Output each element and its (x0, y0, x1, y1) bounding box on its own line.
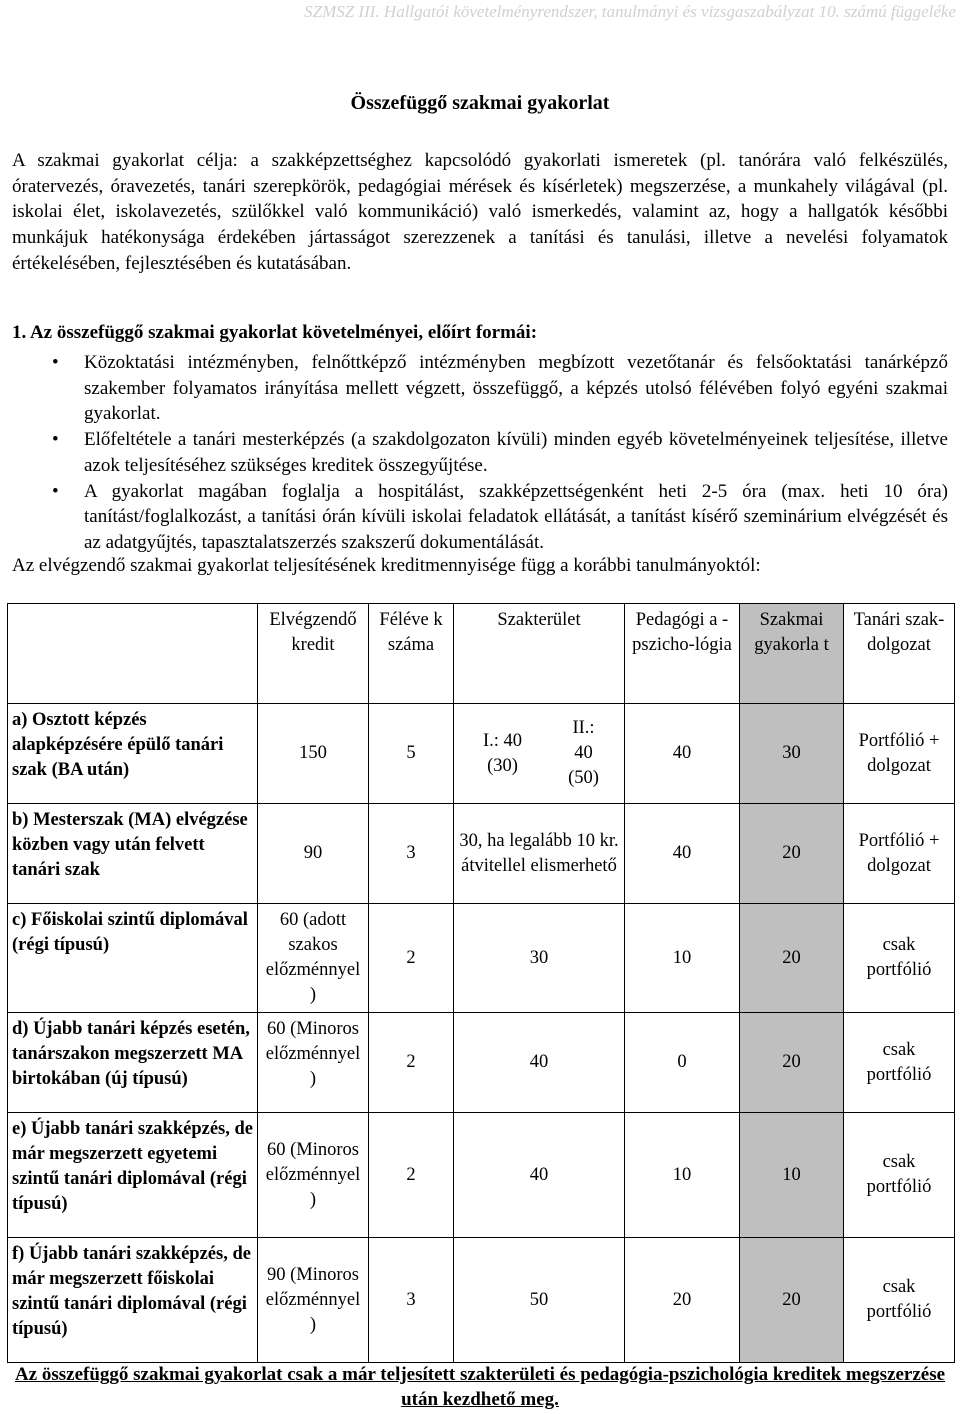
table-cell: 150 (258, 704, 369, 804)
table-cell: 10 (740, 1113, 844, 1238)
table-cell: 30 (454, 904, 625, 1013)
table-cell: csak portfólió (844, 1113, 955, 1238)
page-title: Összefüggő szakmai gyakorlat (350, 92, 610, 114)
row-label: f) Újabb tanári szakképzés, de már megszerzett főiskolai szintű tanári diplomával (régi típusú) (8, 1238, 258, 1363)
table-row (8, 704, 955, 804)
credit-table (7, 603, 955, 1363)
header-cell: Tanári szak-dolgozat (844, 604, 955, 704)
header-cell: Pedagógi a - pszicho-lógia (625, 604, 740, 704)
table-cell: 3 (369, 1238, 454, 1363)
table-cell: 10 (625, 1113, 740, 1238)
table-header-row (8, 604, 955, 704)
page-header: SZMSZ III. Hallgatói követelményrendszer, tanulmányi és vizsgaszabályzat 10. számú függeléke (304, 2, 956, 21)
list-item: • A gyakorlat magában foglalja a hospitálást, szakképzettségenként heti 2-5 óra (max. heti 10 óra) tanítást/foglalkozást, a tanítási órán kívüli iskolai feladatok ellátását, a tanítást kísérő szeminárium elvégzését és az adatgyűjtés, tapasztalatszerzés szakszerű dokumentálását. (12, 479, 948, 556)
table-cell: 20 (740, 804, 844, 904)
row-label: a) Osztott képzés alapképzésére épülő tanári szak (BA után) (8, 704, 258, 804)
table-cell-part: I.: 40 (30) (482, 730, 523, 776)
table-cell: csak portfólió (844, 904, 955, 1013)
intro-paragraph: A szakmai gyakorlat célja: a szakképzettséghez kapcsolódó gyakorlati ismeretek (pl. tanórára való felkészülés, óratervezés, óravezetés, tanári szerepkörök, pedagógiai mérések és kísérletek) megszerzése, a munkahely világával (pl. iskolai élet, iskolavezetés, szülőkkel való kommunikáció) való ismerkedés, valamint az, hogy a hallgatók későbbi munkájuk hatékonysága érdekében jártasságot szerezzenek a tanítási és tanulási, illetve a nevelési folyamatok értékelésében, fejlesztésében és kutatásában. (12, 150, 948, 274)
table-cell: Portfólió + dolgozat (844, 704, 955, 804)
header-cell: Féléve k száma (369, 604, 454, 704)
table-cell-part: II.: 40 (50) (568, 718, 599, 788)
table-cell: 90 (Minoros előzménnyel ) (258, 1238, 369, 1363)
list-item: • Előfeltétele a tanári mesterképzés (a szakdolgozaton kívüli) minden egyéb követelményeinek teljesítése, illetve azok teljesítéséhez szükséges kreditek összegyűjtése. (12, 427, 948, 478)
table-cell: 40 (454, 1113, 625, 1238)
row-label: b) Mesterszak (MA) elvégzése közben vagy után felvett tanári szak (8, 804, 258, 904)
table-cell: 60 (adott szakos előzménnyel ) (258, 904, 369, 1013)
credit-intro-text: Az elvégzendő szakmai gyakorlat teljesítésének kreditmennyisége függ a korábbi tanulmányoktól: (12, 555, 761, 576)
list-item: • Közoktatási intézményben, felnőttképző intézményben megbízott vezetőtanár és felsőoktatási tanárképző szakember folyamatos irányítása mellett végzett, összefüggő, a képzés utolsó félévében folyó egyéni szakmai gyakorlat. (12, 350, 948, 427)
table-cell: 30, ha legalább 10 kr. átvitellel elismerhető (454, 804, 625, 904)
table-row (8, 804, 955, 904)
header-cell: Elvégzendő kredit (258, 604, 369, 704)
header-cell (8, 604, 258, 704)
table-cell: 2 (369, 904, 454, 1013)
table-cell: 2 (369, 1013, 454, 1113)
table-cell: 90 (258, 804, 369, 904)
table-cell: 20 (625, 1238, 740, 1363)
table-cell: csak portfólió (844, 1238, 955, 1363)
row-label: e) Újabb tanári szakképzés, de már megszerzett egyetemi szintű tanári diplomával (régi típusú) (8, 1113, 258, 1238)
table-cell: 30 (740, 704, 844, 804)
table-cell: 40 (625, 704, 740, 804)
table-row (8, 904, 955, 1013)
table-cell: 40 (625, 804, 740, 904)
table-row (8, 1013, 955, 1113)
table-cell: 3 (369, 804, 454, 904)
header-cell: Szakmai gyakorla t (740, 604, 844, 704)
table-cell: 40 (454, 1013, 625, 1113)
table-row (8, 1238, 955, 1363)
row-label: c) Főiskolai szintű diplomával (régi típusú) (8, 904, 258, 1013)
row-label: d) Újabb tanári képzés esetén, tanárszakon megszerzett MA birtokában (új típusú) (8, 1013, 258, 1113)
header-cell: Szakterület (454, 604, 625, 704)
table-cell: 20 (740, 904, 844, 1013)
requirements-list (12, 350, 948, 556)
table-cell: csak portfólió (844, 1013, 955, 1113)
section-heading: 1. Az összefüggő szakmai gyakorlat követelményei, előírt formái: (12, 322, 538, 343)
table-cell: 0 (625, 1013, 740, 1113)
table-cell: 2 (369, 1113, 454, 1238)
table-cell: 50 (454, 1238, 625, 1363)
table-cell: 60 (Minoros előzménnyel ) (258, 1113, 369, 1238)
table-cell (454, 704, 625, 804)
table-cell: 5 (369, 704, 454, 804)
table-cell: 10 (625, 904, 740, 1013)
table-cell: 20 (740, 1013, 844, 1113)
table-cell: 60 (Minoros előzménnyel ) (258, 1013, 369, 1113)
footer-note: Az összefüggő szakmai gyakorlat csak a már teljesített szakterületi és pedagógia-pszichológia kreditek megszerzése után kezdhető meg. (14, 1364, 946, 1410)
table-cell: Portfólió + dolgozat (844, 804, 955, 904)
table-row (8, 1113, 955, 1238)
table-cell: 20 (740, 1238, 844, 1363)
